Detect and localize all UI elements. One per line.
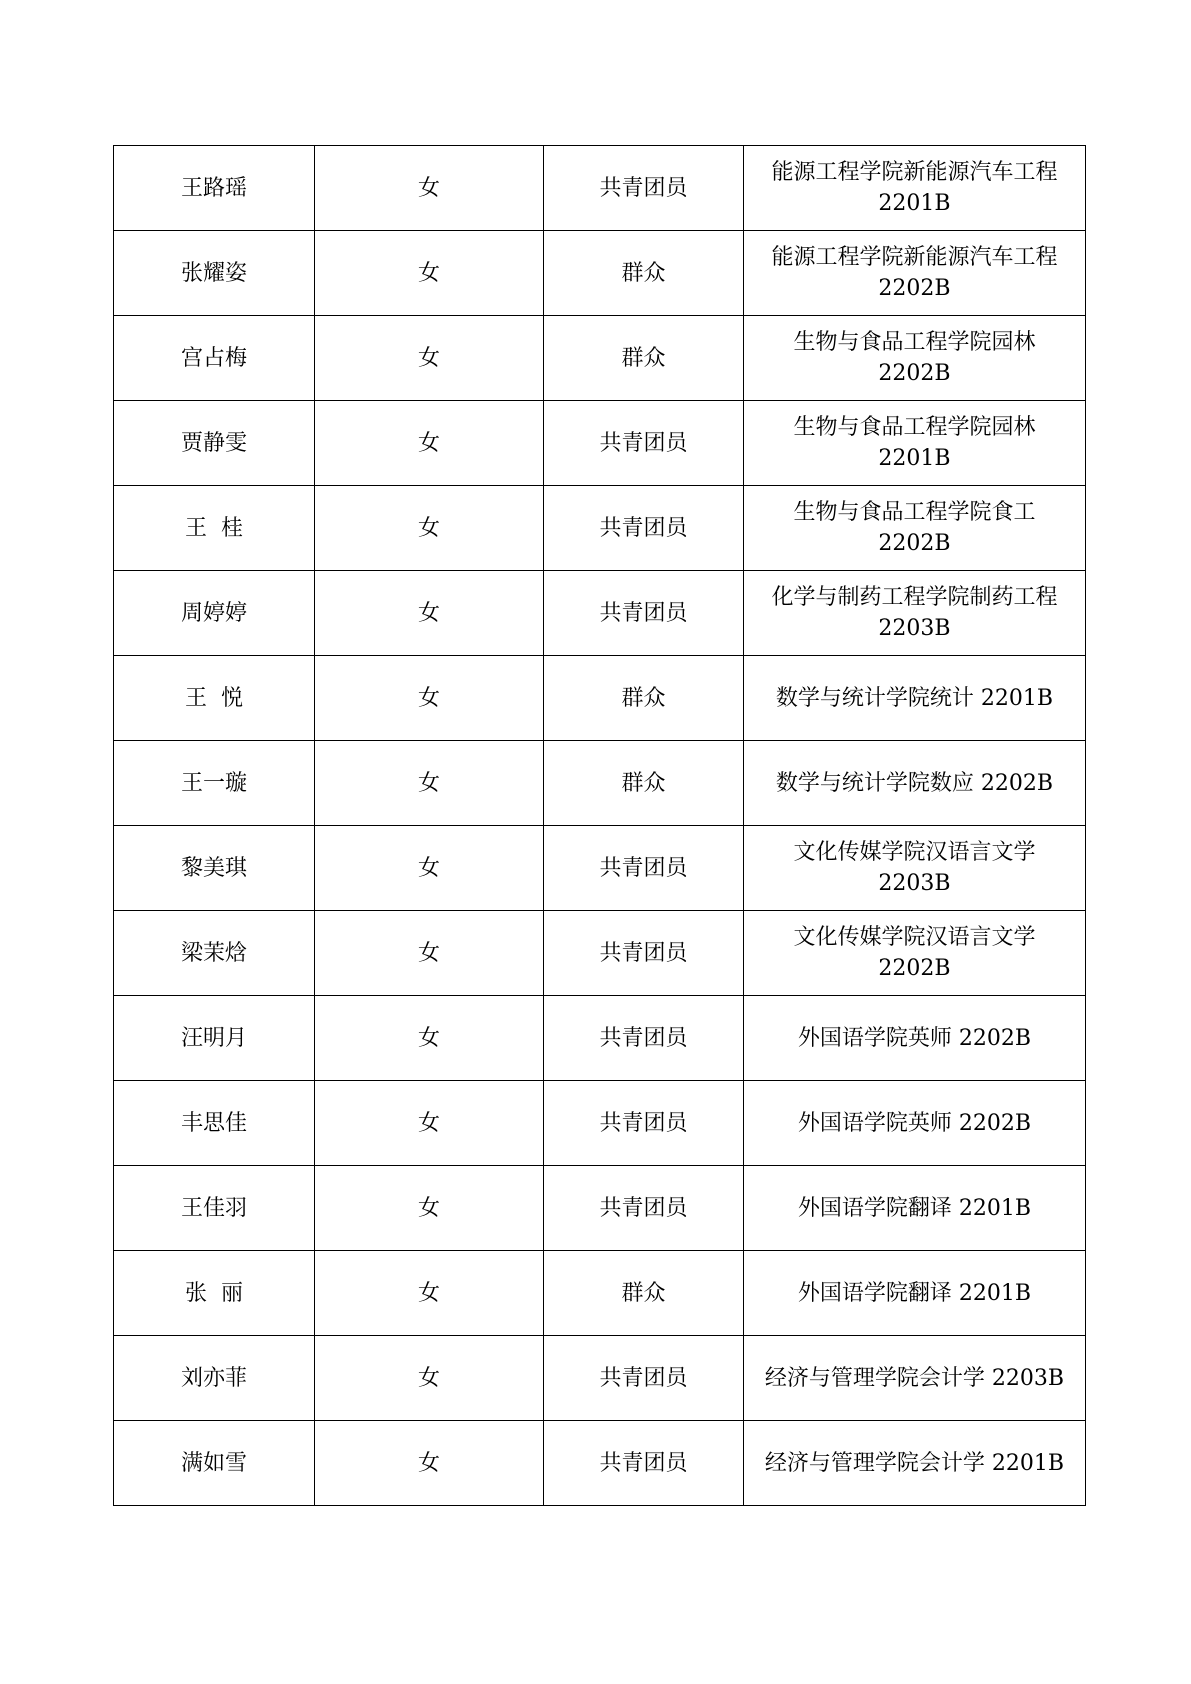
name-cell: 汪明月 (114, 996, 315, 1081)
gender-cell: 女 (315, 1251, 544, 1336)
gender-cell: 女 (315, 401, 544, 486)
class-cell (744, 741, 1086, 826)
name-cell: 张耀姿 (114, 231, 315, 316)
class-cell (744, 826, 1086, 911)
table-row (114, 401, 1086, 486)
gender-cell: 女 (315, 656, 544, 741)
class-cell (744, 571, 1086, 656)
name-cell: 贾静雯 (114, 401, 315, 486)
table-row (114, 486, 1086, 571)
gender-cell: 女 (315, 1336, 544, 1421)
name-cell: 王 桂 (114, 486, 315, 571)
gender-cell: 女 (315, 741, 544, 826)
gender-cell: 女 (315, 1166, 544, 1251)
class-cell (744, 401, 1086, 486)
name-cell: 刘亦菲 (114, 1336, 315, 1421)
gender-cell: 女 (315, 231, 544, 316)
class-cell (744, 1336, 1086, 1421)
political-status-cell: 共青团员 (544, 1421, 744, 1506)
table-row (114, 1336, 1086, 1421)
class-text: 经济与管理学院会计学 2203B (764, 1365, 1065, 1391)
gender-cell: 女 (315, 826, 544, 911)
name-cell: 黎美琪 (114, 826, 315, 911)
name-cell: 宫占梅 (114, 316, 315, 401)
table-row (114, 231, 1086, 316)
political-status-cell: 共青团员 (544, 1081, 744, 1166)
class-cell (744, 1251, 1086, 1336)
table-row (114, 571, 1086, 656)
class-text: 能源工程学院新能源汽车工程 2201B (771, 160, 1058, 216)
class-text: 数学与统计学院统计 2201B (775, 685, 1054, 711)
student-roster-table (113, 145, 1086, 1506)
class-text: 能源工程学院新能源汽车工程 2202B (771, 245, 1058, 301)
name-cell: 周婷婷 (114, 571, 315, 656)
class-text: 外国语学院英师 2202B (797, 1025, 1032, 1051)
name-cell: 满如雪 (114, 1421, 315, 1506)
political-status-cell: 共青团员 (544, 1336, 744, 1421)
table-row (114, 1166, 1086, 1251)
table-row (114, 146, 1086, 231)
gender-cell: 女 (315, 146, 544, 231)
class-text: 外国语学院翻译 2201B (797, 1195, 1032, 1221)
political-status-cell: 共青团员 (544, 996, 744, 1081)
political-status-cell: 共青团员 (544, 911, 744, 996)
name-cell: 王一璇 (114, 741, 315, 826)
gender-cell: 女 (315, 486, 544, 571)
class-text: 文化传媒学院汉语言文学 2203B (793, 840, 1036, 896)
class-cell (744, 1421, 1086, 1506)
class-cell (744, 1081, 1086, 1166)
table-row (114, 996, 1086, 1081)
name-cell: 丰思佳 (114, 1081, 315, 1166)
class-text: 化学与制药工程学院制药工程 2203B (771, 585, 1058, 641)
table-row (114, 826, 1086, 911)
name-cell: 王佳羽 (114, 1166, 315, 1251)
class-cell (744, 911, 1086, 996)
political-status-cell: 共青团员 (544, 486, 744, 571)
political-status-cell: 群众 (544, 741, 744, 826)
political-status-cell: 群众 (544, 231, 744, 316)
class-text: 文化传媒学院汉语言文学 2202B (793, 925, 1036, 981)
gender-cell: 女 (315, 996, 544, 1081)
table-row (114, 316, 1086, 401)
name-cell: 张 丽 (114, 1251, 315, 1336)
name-cell: 王 悦 (114, 656, 315, 741)
table-row (114, 1251, 1086, 1336)
class-text: 数学与统计学院数应 2202B (775, 770, 1054, 796)
gender-cell: 女 (315, 571, 544, 656)
political-status-cell: 共青团员 (544, 401, 744, 486)
class-text: 外国语学院英师 2202B (797, 1110, 1032, 1136)
table-row (114, 741, 1086, 826)
table-row (114, 911, 1086, 996)
class-cell (744, 146, 1086, 231)
class-cell (744, 1166, 1086, 1251)
gender-cell: 女 (315, 316, 544, 401)
class-cell (744, 316, 1086, 401)
class-text: 生物与食品工程学院园林 2201B (793, 415, 1036, 471)
roster-table-body (114, 146, 1086, 1506)
table-row (114, 1421, 1086, 1506)
class-cell (744, 231, 1086, 316)
class-cell (744, 486, 1086, 571)
class-cell (744, 656, 1086, 741)
class-cell (744, 996, 1086, 1081)
gender-cell: 女 (315, 911, 544, 996)
name-cell: 王路瑶 (114, 146, 315, 231)
political-status-cell: 共青团员 (544, 146, 744, 231)
name-cell: 梁茉焓 (114, 911, 315, 996)
class-text: 外国语学院翻译 2201B (797, 1280, 1032, 1306)
political-status-cell: 群众 (544, 656, 744, 741)
political-status-cell: 共青团员 (544, 1166, 744, 1251)
political-status-cell: 群众 (544, 1251, 744, 1336)
table-row (114, 656, 1086, 741)
class-text: 生物与食品工程学院园林 2202B (793, 330, 1036, 386)
political-status-cell: 共青团员 (544, 826, 744, 911)
gender-cell: 女 (315, 1081, 544, 1166)
political-status-cell: 群众 (544, 316, 744, 401)
class-text: 经济与管理学院会计学 2201B (764, 1450, 1065, 1476)
class-text: 生物与食品工程学院食工 2202B (793, 500, 1036, 556)
table-row (114, 1081, 1086, 1166)
political-status-cell: 共青团员 (544, 571, 744, 656)
gender-cell: 女 (315, 1421, 544, 1506)
